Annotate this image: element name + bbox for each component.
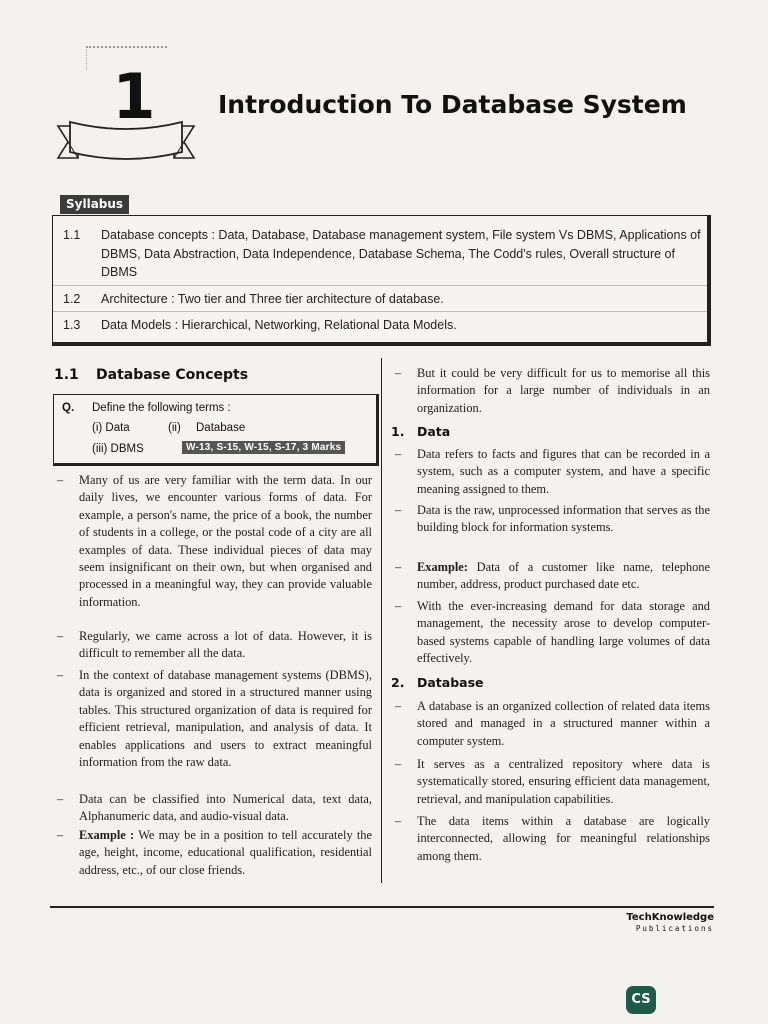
syllabus-item-number: 1.2 — [63, 292, 81, 306]
column-divider — [381, 358, 382, 883]
bullet-dash: – — [395, 366, 402, 380]
bullet-dash: – — [57, 828, 64, 842]
footer-rule — [50, 906, 714, 908]
paragraph: A database is an organized collection of related data items stored and managed in a structured manner within a computer system. — [417, 699, 710, 748]
bullet-dash: – — [57, 792, 64, 806]
bullet-dash: – — [395, 599, 402, 613]
paragraph — [79, 827, 372, 879]
bullet-dash: – — [395, 814, 402, 828]
paragraph — [417, 559, 710, 594]
syllabus-box — [52, 215, 711, 346]
question-option-number: (ii) — [168, 422, 181, 434]
paragraph: The data items within a database are logically interconnected, allowing for meaningful relationships among them. — [417, 814, 710, 863]
subsection-number: 1. — [391, 424, 405, 439]
paragraph: Data refers to facts and figures that can be recorded in a system, such as a computer system, and have a specific meaning assigned to them. — [417, 447, 710, 496]
subsection-title: Database — [417, 675, 484, 690]
paragraph: It serves as a centralized repository where data is systematically stored, ensuring efficient data management, retrieval, and manipulation capabilities. — [417, 757, 710, 806]
question-option: (i) Data — [92, 422, 130, 434]
paragraph: But it could be very difficult for us to memorise all this information for a large number of individuals in an organization. — [417, 366, 710, 415]
publisher-logo-line2: Publications — [635, 924, 714, 933]
section-title: Database Concepts — [96, 367, 249, 383]
camscanner-badge-icon[interactable]: CS — [626, 986, 656, 1014]
syllabus-item-text: Data Models : Hierarchical, Networking, Relational Data Models. — [101, 318, 457, 332]
subsection-title: Data — [417, 424, 451, 439]
paragraph: Regularly, we came across a lot of data. However, it is difficult to remember all the data. — [79, 629, 372, 661]
paragraph: Many of us are very familiar with the term data. In our daily lives, we encounter various forms of data. For example, a person's name, the price of a book, the number of students in a college, or the postal code of a city are all examples of data. These individual pieces of data may seem insignificant on their own, but when organised and processed in a meaningful way, they can provide valuable information. — [79, 473, 372, 609]
chapter-number: 1 — [112, 60, 156, 133]
bullet-dash: – — [395, 503, 402, 517]
bullet-dash: – — [395, 447, 402, 461]
section-number: 1.1 — [54, 367, 79, 383]
syllabus-item-number: 1.1 — [63, 228, 81, 242]
bullet-dash: – — [57, 473, 64, 487]
question-label: Q. — [62, 402, 75, 414]
bullet-dash: – — [395, 757, 402, 771]
divider — [53, 311, 707, 312]
divider — [53, 285, 707, 286]
syllabus-item-text: Database concepts : Data, Database, Database management system, File system Vs DBMS, Applications of DBMS, Data Abstraction, Data Independence, Database Schema, The Codd's rules, Overall structure of DBMS — [101, 228, 701, 279]
syllabus-item-text: Architecture : Two tier and Three tier architecture of database. — [101, 292, 444, 306]
paragraph: Data can be classified into Numerical data, text data, Alphanumeric data, and audio-visual data. — [79, 792, 372, 824]
ribbon-icon — [56, 120, 196, 164]
example-text: We may be in a position to tell accurately the age, height, income, educational qualification, residential address, etc., of our close friends. — [79, 828, 373, 877]
question-option: Database — [196, 422, 246, 434]
example-text: Data of a customer like name, telephone number, address, product purchased date etc. — [417, 560, 710, 592]
example-label: Example : — [79, 828, 135, 842]
paragraph: In the context of database management systems (DBMS), data is organized and stored in a structured manner using tables. This structured organization of data is required for efficient retrieval, manipulation, and analysis of data. It enables applications and users to extract meaningful information from the raw data. — [79, 668, 372, 770]
publisher-logo-line1: TechKnowledge — [626, 912, 714, 923]
subsection-number: 2. — [391, 675, 405, 690]
marks-badge: W-13, S-15, W-15, S-17, 3 Marks — [182, 441, 345, 454]
bullet-dash: – — [57, 629, 64, 643]
paragraph: Data is the raw, unprocessed information that serves as the building block for information systems. — [417, 503, 710, 535]
example-label: Example: — [417, 560, 468, 574]
question-option: (iii) DBMS — [92, 443, 144, 455]
question-box — [53, 394, 379, 466]
syllabus-tag: Syllabus — [60, 195, 129, 214]
syllabus-item-number: 1.3 — [63, 318, 81, 332]
bullet-dash: – — [395, 699, 402, 713]
paragraph: With the ever-increasing demand for data storage and management, the necessity arose to develop computer-based systems capable of handling large volumes of data effectively. — [417, 599, 710, 666]
chapter-title: Introduction To Database System — [218, 90, 687, 119]
bullet-dash: – — [395, 560, 402, 574]
bullet-dash: – — [57, 668, 64, 682]
question-prompt: Define the following terms : — [92, 402, 231, 414]
